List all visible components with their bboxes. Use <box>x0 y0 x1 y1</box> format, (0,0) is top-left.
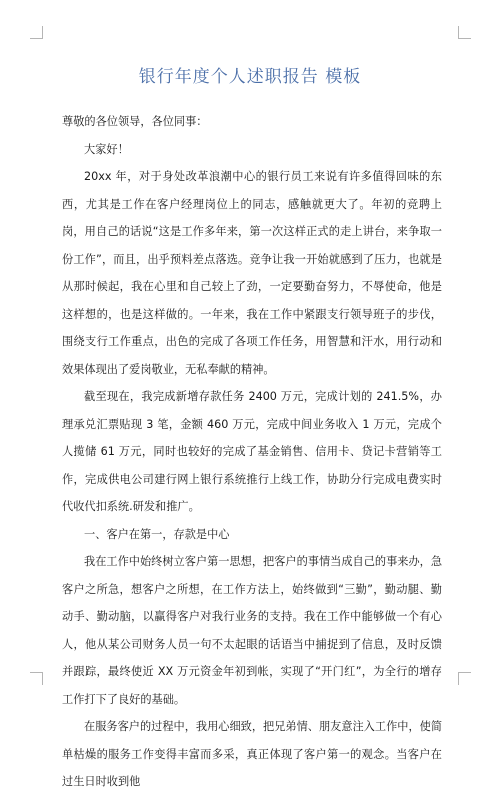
customer-first-paragraph: 我在工作中始终树立客户第一思想，把客户的事情当成自己的事来办，急客户之所急，想客户之所想，在工作方法上，始终做到“三勤”，勤动腿、勤动手、勤动脑，以赢得客户对我行业务的支持。我在工作中能够做一个有心人，他从某公司财务人员一句不太起眼的话语当中捕捉到了信息，及时反馈并跟踪，最终使近 XX 万元资金年初到帐，实现了“开门红”，为全行的增存工作打下了良好的基础。 <box>62 555 443 706</box>
crop-mark-bottom-left <box>30 672 43 685</box>
intro-paragraph: 20xx 年，对于身处改革浪潮中心的银行员工来说有许多值得回味的东西，尤其是工作在客户经理岗位上的同志，感触就更大了。年初的竞聘上岗，用自己的话说“这是工作多年来，第一次这样正式的走上讲台，来争取一份工作”，而且，出乎预料差点落选。竞争让我一开始就感到了压力，也就是从那时候起，我在心里和自己较上了劲，一定要勤奋努力，不辱使命，他是这样想的，也是这样做的。一年来，我在工作中紧跟支行领导班子的步伐，围绕支行工作重点，出色的完成了各项工作任务，用智慧和汗水，用行动和效果体现出了爱岗敬业，无私奉献的精神。 <box>62 170 442 376</box>
crop-mark-top-left <box>30 26 43 39</box>
crop-mark-bottom-right <box>458 672 471 685</box>
document-body <box>62 108 442 796</box>
section-heading: 一、客户在第一，存款是中心 <box>84 527 230 541</box>
service-paragraph: 在服务客户的过程中，我用心细致，把兄弟情、朋友意注入工作中，使简单枯燥的服务工作变得丰富而多采，真正体现了客户第一的观念。当客户在过生日时收到他 <box>62 720 443 788</box>
greeting-paragraph: 大家好！ <box>84 142 129 156</box>
achievements-paragraph: 截至现在，我完成新增存款任务 2400 万元，完成计划的 241.5%，办理承兑汇票贴现 3 笔，金额 460 万元，完成中间业务收入 1 万元，完成个人揽储 61 万元，同时也较好的完成了基金销售、信用卡、贷记卡营销等工作，完成供电公司建行网上银行系统推行上线工作，协助分行完成电费实时代收代扣系统.研发和推广。 <box>62 390 442 513</box>
document-title: 银行年度个人述职报告 模板 <box>138 67 362 87</box>
crop-mark-top-right <box>458 26 471 39</box>
salutation-paragraph: 尊敬的各位领导，各位同事： <box>62 115 208 128</box>
